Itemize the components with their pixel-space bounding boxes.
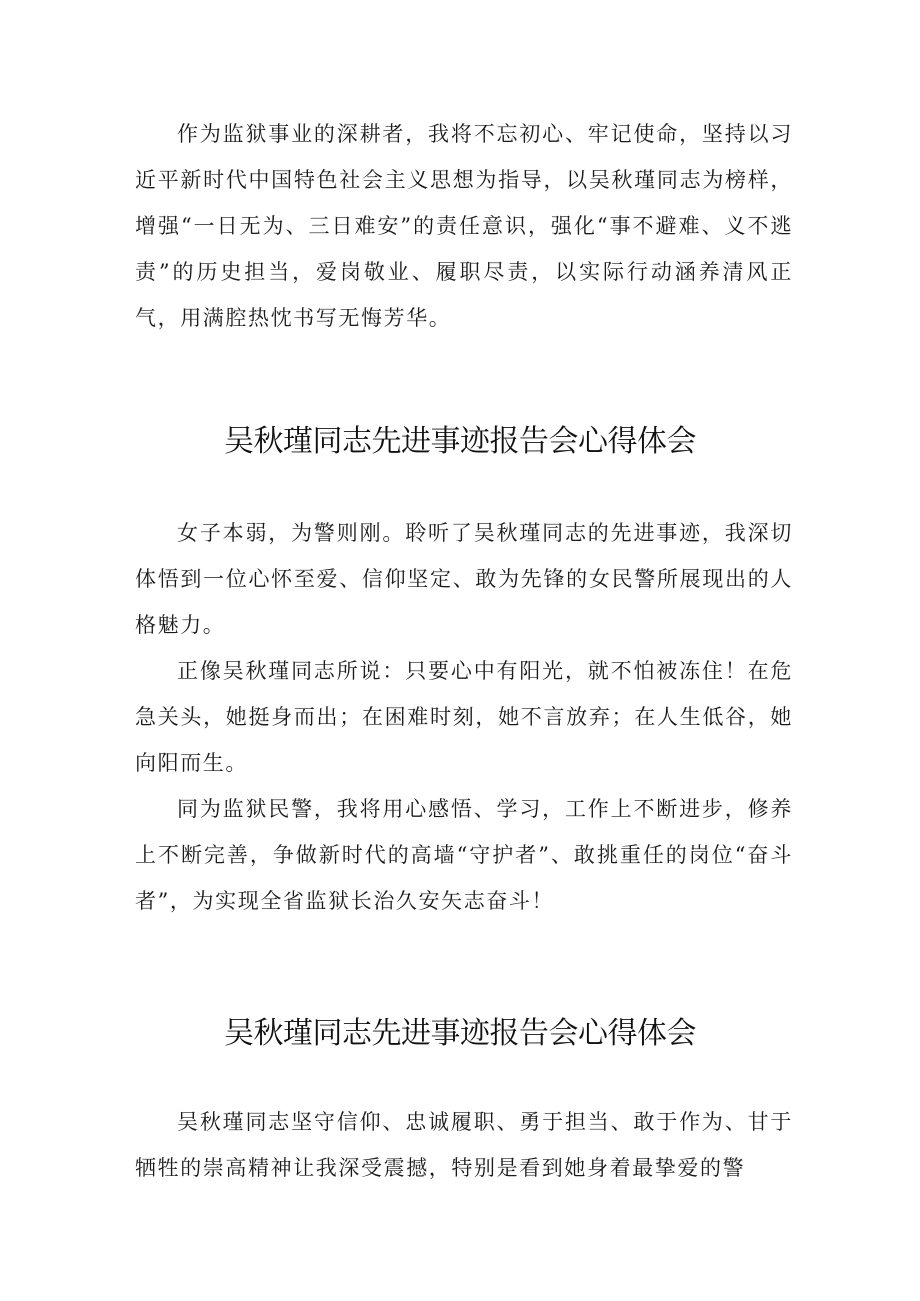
section-3-body xyxy=(135,1099,793,1191)
paragraph: 吴秋瑾同志坚守信仰、忠诚履职、勇于担当、敢于作为、甘于牺牲的崇高精神让我深受震撼，特别是看到她身着最挚爱的警 xyxy=(135,1110,793,1180)
paragraph: 正像吴秋瑾同志所说：只要心中有阳光，就不怕被冻住！在危急关头，她挺身而出；在困难时刻，她不言放弃；在人生低谷，她向阳而生。 xyxy=(135,659,793,775)
paragraph: 女子本弱，为警则刚。聆听了吴秋瑾同志的先进事迹，我深切体悟到一位心怀至爱、信仰坚定、敢为先锋的女民警所展现出的人格魅力。 xyxy=(135,521,793,637)
section-1-body xyxy=(135,111,793,341)
section-3-title: 吴秋瑾同志先进事迹报告会心得体会 xyxy=(224,1016,696,1051)
paragraph: 同为监狱民警，我将用心感悟、学习，工作上不断进步，修养上不断完善，争做新时代的高墙“守护者”、敢挑重任的岗位“奋斗者”，为实现全省监狱长治久安矢志奋斗！ xyxy=(135,797,793,913)
paragraph: 作为监狱事业的深耕者，我将不忘初心、牢记使命，坚持以习近平新时代中国特色社会主义思想为指导，以吴秋瑾同志为榜样，增强“一日无为、三日难安”的责任意识，强化“事不避难、义不逃责”的历史担当，爱岗敬业、履职尽责，以实际行动涵养清风正气，用满腔热忱书写无悔芳华。 xyxy=(135,122,793,330)
section-2-body xyxy=(135,510,793,924)
section-2-title: 吴秋瑾同志先进事迹报告会心得体会 xyxy=(224,424,696,459)
